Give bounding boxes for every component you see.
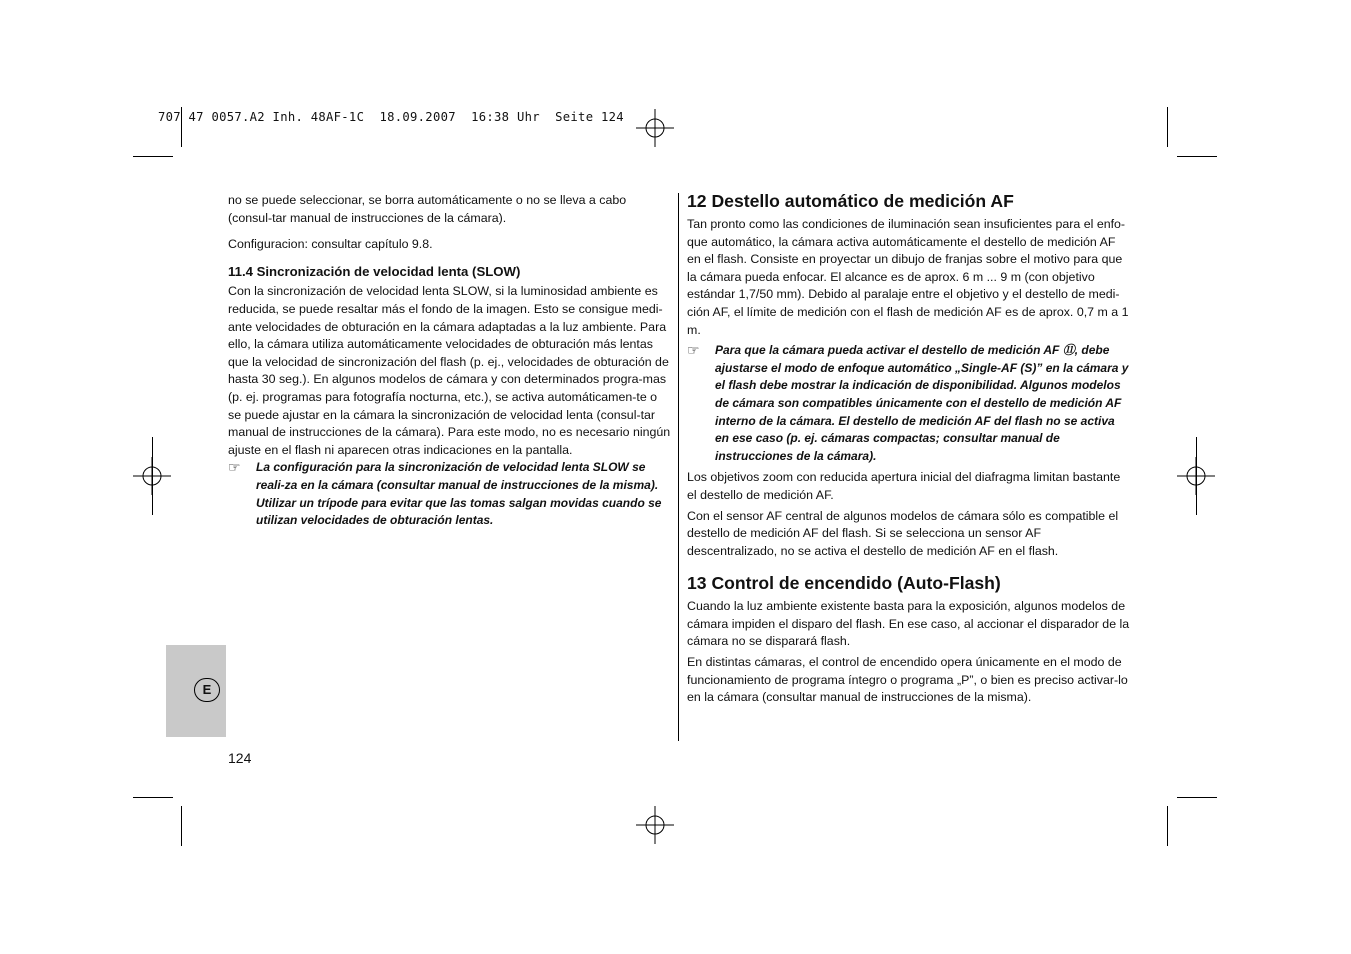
section-heading-12: 12 Destello automático de medición AF	[687, 191, 1014, 211]
registration-mark-top	[636, 109, 674, 147]
crop-mark	[1167, 107, 1168, 147]
crop-mark	[1177, 156, 1217, 157]
crop-mark	[133, 797, 173, 798]
language-tab-label: E	[194, 678, 220, 702]
paragraph: Con el sensor AF central de algunos modelos de cámara sólo es compatible el destello de medición AF del flash. Si se selecciona un sensor AF descentralizado, no se activa el destello de medición AF en el flash.	[687, 508, 1119, 558]
left-column	[228, 192, 672, 530]
crop-mark	[1177, 797, 1217, 798]
note-block	[687, 342, 1132, 465]
pointing-hand-icon: ☞	[228, 459, 241, 476]
section-heading-11-4: 11.4 Sincronización de velocidad lenta (SLOW)	[228, 263, 521, 279]
note-block	[228, 459, 672, 529]
crop-mark	[1167, 806, 1168, 846]
paragraph: Cuando la luz ambiente existente basta para la exposición, algunos modelos de cámara impiden el disparo del flash. En ese caso, al accionar el disparador de la cámara no se disparará flash.	[687, 599, 1130, 649]
note-text: La configuración para la sincronización de velocidad lenta SLOW se reali-za en la cámara (consultar manual de instrucciones de la misma). Utilizar un trípode para evitar que las tomas salgan movidas cuando se utilizan velocidades de obturación lentas.	[256, 460, 662, 528]
section-heading-13: 13 Control de encendido (Auto-Flash)	[687, 573, 1001, 594]
column-divider	[678, 193, 679, 741]
crop-mark	[181, 806, 182, 846]
note-text: Para que la cámara pueda activar el destello de medición AF ⑪, debe ajustarse el modo de enfoque automático „Single-AF (S)” en la cámara y el flash debe mostrar la indicación de disponibilidad. Algunos modelos de cámara son compatibles únicamente con el destello de medición AF interno de la cámara. El destello de medición AF del flash no se activa en ese caso (p. ej. cámaras compactas; consultar manual de instrucciones de la cámara).	[715, 343, 1129, 463]
paragraph: Con la sincronización de velocidad lenta SLOW, si la luminosidad ambiente es reducida, se puede resaltar más el fondo de la imagen. Esto se consigue medi-ante velocidades de obturación en la cámara adaptadas a la luz ambiente. Para ello, la cámara utiliza automáticamente velocidades de obturación más lentas que la velocidad de sincronización del flash (p. ej., velocidades de obturación de hasta 30 seg.). En algunos modelos de cámara y con determinados progra-mas (p. ej. programas para fotografía nocturna, etc.), se activa automáticamen-te o se puede ajustar en la cámara la sincronización de velocidad lenta (consul-tar manual de instrucciones de la cámara). Para este modo, no es necesario ningún ajuste en el flash ni aparecen otras indicaciones en la pantalla.	[228, 284, 671, 457]
right-column	[687, 190, 1132, 707]
registration-mark-bottom	[636, 806, 674, 844]
crop-mark	[133, 156, 173, 157]
print-slug: 707 47 0057.A2 Inh. 48AF-1C 18.09.2007 16:38 Uhr Seite 124	[158, 110, 624, 124]
registration-line-left	[152, 437, 153, 515]
paragraph: En distintas cámaras, el control de encendido opera únicamente en el modo de funcionamiento de programa íntegro o programa „P”, o bien es preciso activar-lo en la cámara (consultar manual de instrucciones de la misma).	[687, 655, 1128, 705]
registration-line-right	[1196, 437, 1197, 515]
paragraph: Tan pronto como las condiciones de iluminación sean insuficientes para el enfo-que automático, la cámara activa automáticamente el destello de medición AF en el flash. Consiste en proyectar un dibujo de franjas sobre el motivo para que la cámara pueda enfocar. El alcance es de aprox. 6 m ... 9 m (con objetivo estándar 1,7/50 mm). Debido al paralaje entre el objetivo y el destello de medi-ción AF, el límite de medición con el flash de medición AF es de aprox. 0,7 m a 1 m.	[687, 217, 1129, 337]
paragraph: no se puede seleccionar, se borra automáticamente o no se lleva a cabo (consul-tar manual de instrucciones de la cámara).	[228, 193, 627, 225]
paragraph: Configuracion: consultar capítulo 9.8.	[228, 237, 433, 252]
paragraph: Los objetivos zoom con reducida apertura inicial del diafragma limitan bastante el destello de medición AF.	[687, 470, 1121, 502]
page-number: 124	[228, 750, 252, 766]
pointing-hand-icon: ☞	[687, 342, 700, 359]
